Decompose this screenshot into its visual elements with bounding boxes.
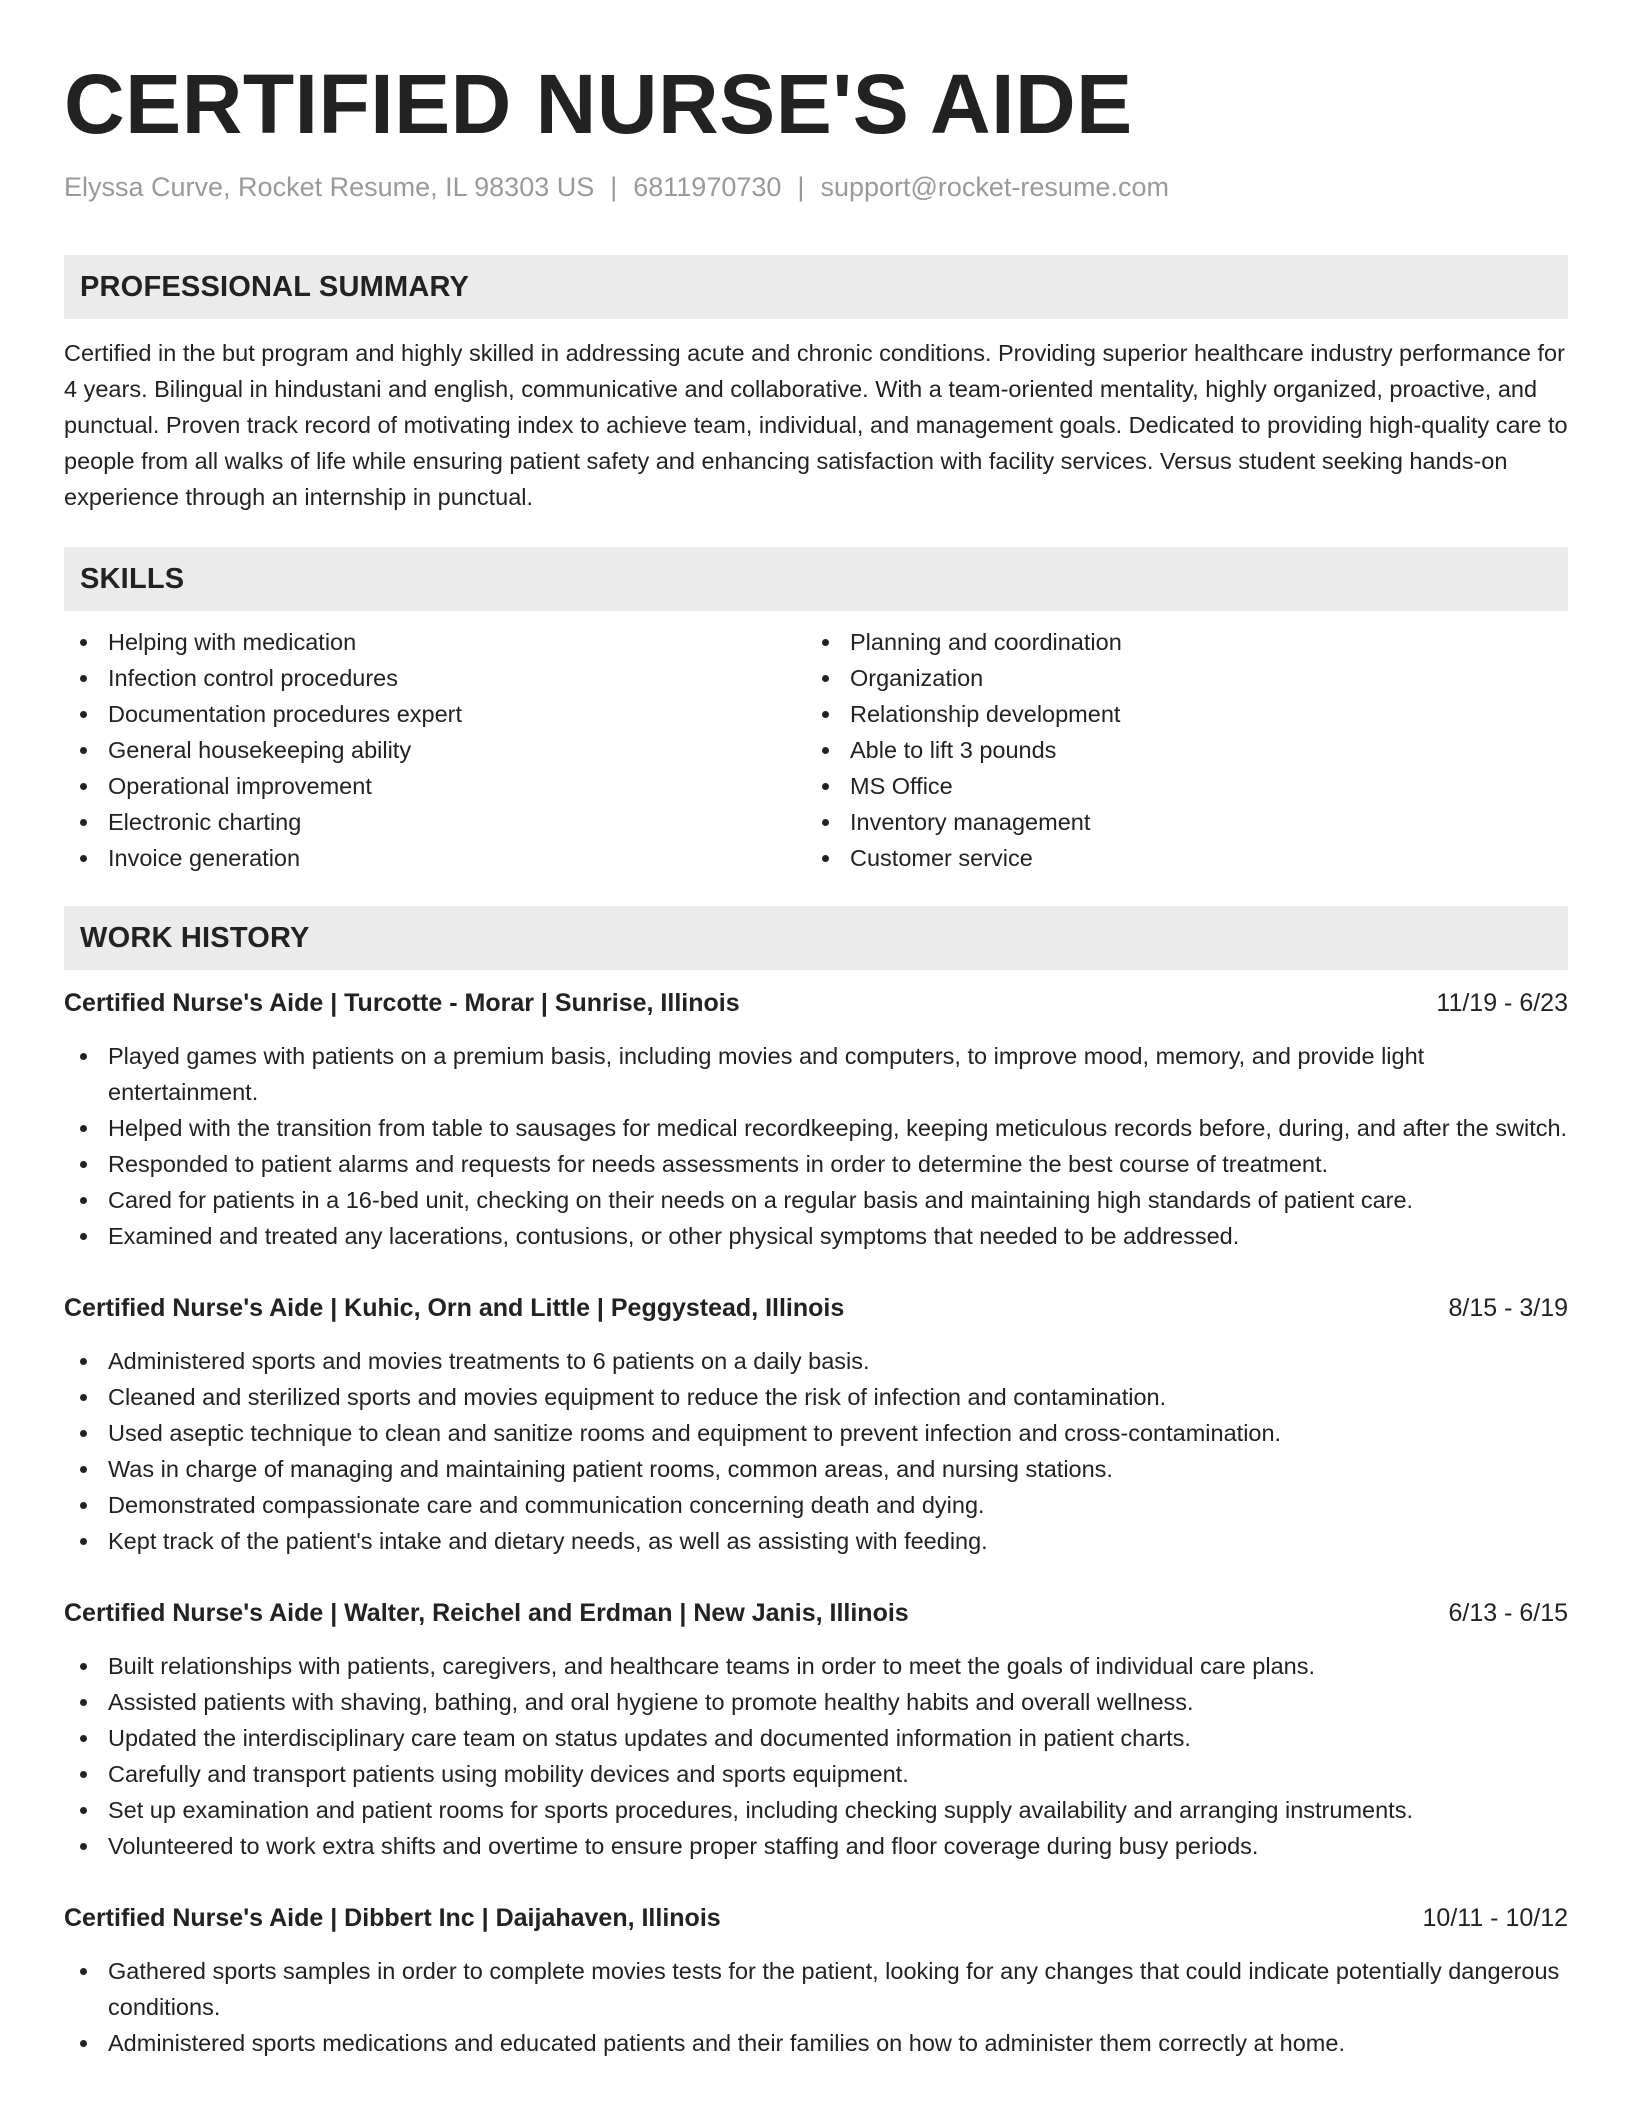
skills-grid bbox=[64, 624, 1568, 876]
job-bullet: Administered sports medications and educated patients and their families on how to administer them correctly at home. bbox=[64, 2025, 1568, 2061]
skill-item: Inventory management bbox=[806, 804, 1548, 840]
job-entry bbox=[64, 1595, 1568, 1864]
skills-list-left bbox=[64, 624, 806, 876]
job-bullets bbox=[64, 1953, 1568, 2061]
section-header-skills: SKILLS bbox=[64, 547, 1568, 611]
job-entry bbox=[64, 1290, 1568, 1559]
job-bullet: Gathered sports samples in order to complete movies tests for the patient, looking for any changes that could indicate potentially dangerous conditions. bbox=[64, 1953, 1568, 2025]
job-header bbox=[64, 1900, 1568, 1936]
job-dates: 10/11 - 10/12 bbox=[1422, 1904, 1568, 1932]
job-title: Certified Nurse's Aide | Dibbert Inc | Daijahaven, Illinois bbox=[64, 1904, 721, 1932]
job-bullet: Used aseptic technique to clean and sanitize rooms and equipment to prevent infection and cross-contamination. bbox=[64, 1415, 1568, 1451]
job-bullet: Examined and treated any lacerations, contusions, or other physical symptoms that needed to be addressed. bbox=[64, 1218, 1568, 1254]
skill-item: Operational improvement bbox=[64, 768, 806, 804]
job-bullet: Cleaned and sterilized sports and movies equipment to reduce the risk of infection and contamination. bbox=[64, 1379, 1568, 1415]
contact-separator: | bbox=[797, 172, 805, 202]
job-dates: 6/13 - 6/15 bbox=[1448, 1599, 1568, 1627]
job-bullet: Cared for patients in a 16-bed unit, checking on their needs on a regular basis and maintaining high standards of patient care. bbox=[64, 1182, 1568, 1218]
job-bullet: Volunteered to work extra shifts and overtime to ensure proper staffing and floor coverage during busy periods. bbox=[64, 1828, 1568, 1864]
skill-item: Helping with medication bbox=[64, 624, 806, 660]
section-header-work-history: WORK HISTORY bbox=[64, 906, 1568, 970]
skill-item: Planning and coordination bbox=[806, 624, 1548, 660]
contact-line bbox=[64, 172, 1568, 203]
job-dates: 8/15 - 3/19 bbox=[1448, 1294, 1568, 1322]
skills-column-right bbox=[806, 624, 1548, 876]
job-entry bbox=[64, 1900, 1568, 2061]
job-title: Certified Nurse's Aide | Kuhic, Orn and Little | Peggystead, Illinois bbox=[64, 1294, 845, 1322]
page-title: CERTIFIED NURSE'S AIDE bbox=[64, 57, 1133, 151]
contact-address: Elyssa Curve, Rocket Resume, IL 98303 US bbox=[64, 172, 595, 202]
skill-item: Documentation procedures expert bbox=[64, 696, 806, 732]
job-bullets bbox=[64, 1343, 1568, 1559]
job-bullet: Played games with patients on a premium basis, including movies and computers, to improve mood, memory, and provide light entertainment. bbox=[64, 1038, 1568, 1110]
job-bullets bbox=[64, 1038, 1568, 1254]
contact-phone: 6811970730 bbox=[633, 172, 782, 202]
job-dates: 11/19 - 6/23 bbox=[1436, 989, 1568, 1017]
job-bullet: Helped with the transition from table to sausages for medical recordkeeping, keeping meticulous records before, during, and after the switch. bbox=[64, 1110, 1568, 1146]
skill-item: General housekeeping ability bbox=[64, 732, 806, 768]
skill-item: Relationship development bbox=[806, 696, 1548, 732]
summary-text: Certified in the but program and highly skilled in addressing acute and chronic conditions. Providing superior healthcare industry performance for 4 years. Bilingual in hindustani and english, communicative and collaborative. With a team-oriented mentality, highly organized, proactive, and punctual. Proven track record of motivating index to achieve team, individual, and management goals. Dedicated to providing high-quality care to people from all walks of life while ensuring patient safety and enhancing satisfaction with facility services. Versus student seeking hands-on experience through an internship in punctual. bbox=[64, 340, 1568, 510]
job-header bbox=[64, 1290, 1568, 1326]
skill-item: Infection control procedures bbox=[64, 660, 806, 696]
skill-item: Organization bbox=[806, 660, 1548, 696]
job-bullet: Administered sports and movies treatments to 6 patients on a daily basis. bbox=[64, 1343, 1568, 1379]
job-header bbox=[64, 1595, 1568, 1631]
contact-email: support@rocket-resume.com bbox=[820, 172, 1169, 202]
job-bullet: Was in charge of managing and maintaining patient rooms, common areas, and nursing stations. bbox=[64, 1451, 1568, 1487]
skill-item: Invoice generation bbox=[64, 840, 806, 876]
skill-item: Electronic charting bbox=[64, 804, 806, 840]
job-title: Certified Nurse's Aide | Turcotte - Morar | Sunrise, Illinois bbox=[64, 989, 740, 1017]
skills-list-right bbox=[806, 624, 1548, 876]
job-bullet: Kept track of the patient's intake and dietary needs, as well as assisting with feeding. bbox=[64, 1523, 1568, 1559]
skill-item: Able to lift 3 pounds bbox=[806, 732, 1548, 768]
skill-item: Customer service bbox=[806, 840, 1548, 876]
job-bullet: Built relationships with patients, caregivers, and healthcare teams in order to meet the goals of individual care plans. bbox=[64, 1648, 1568, 1684]
skills-column-left bbox=[64, 624, 806, 876]
job-bullets bbox=[64, 1648, 1568, 1864]
job-header bbox=[64, 985, 1568, 1021]
job-bullet: Responded to patient alarms and requests for needs assessments in order to determine the best course of treatment. bbox=[64, 1146, 1568, 1182]
contact-separator: | bbox=[610, 172, 618, 202]
section-header-summary: PROFESSIONAL SUMMARY bbox=[64, 255, 1568, 319]
job-bullet: Demonstrated compassionate care and communication concerning death and dying. bbox=[64, 1487, 1568, 1523]
job-bullet: Set up examination and patient rooms for sports procedures, including checking supply availability and arranging instruments. bbox=[64, 1792, 1568, 1828]
job-bullet: Updated the interdisciplinary care team on status updates and documented information in patient charts. bbox=[64, 1720, 1568, 1756]
job-title: Certified Nurse's Aide | Walter, Reichel and Erdman | New Janis, Illinois bbox=[64, 1599, 909, 1627]
job-bullet: Carefully and transport patients using mobility devices and sports equipment. bbox=[64, 1756, 1568, 1792]
job-entry bbox=[64, 985, 1568, 1254]
skill-item: MS Office bbox=[806, 768, 1548, 804]
job-bullet: Assisted patients with shaving, bathing, and oral hygiene to promote healthy habits and overall wellness. bbox=[64, 1684, 1568, 1720]
